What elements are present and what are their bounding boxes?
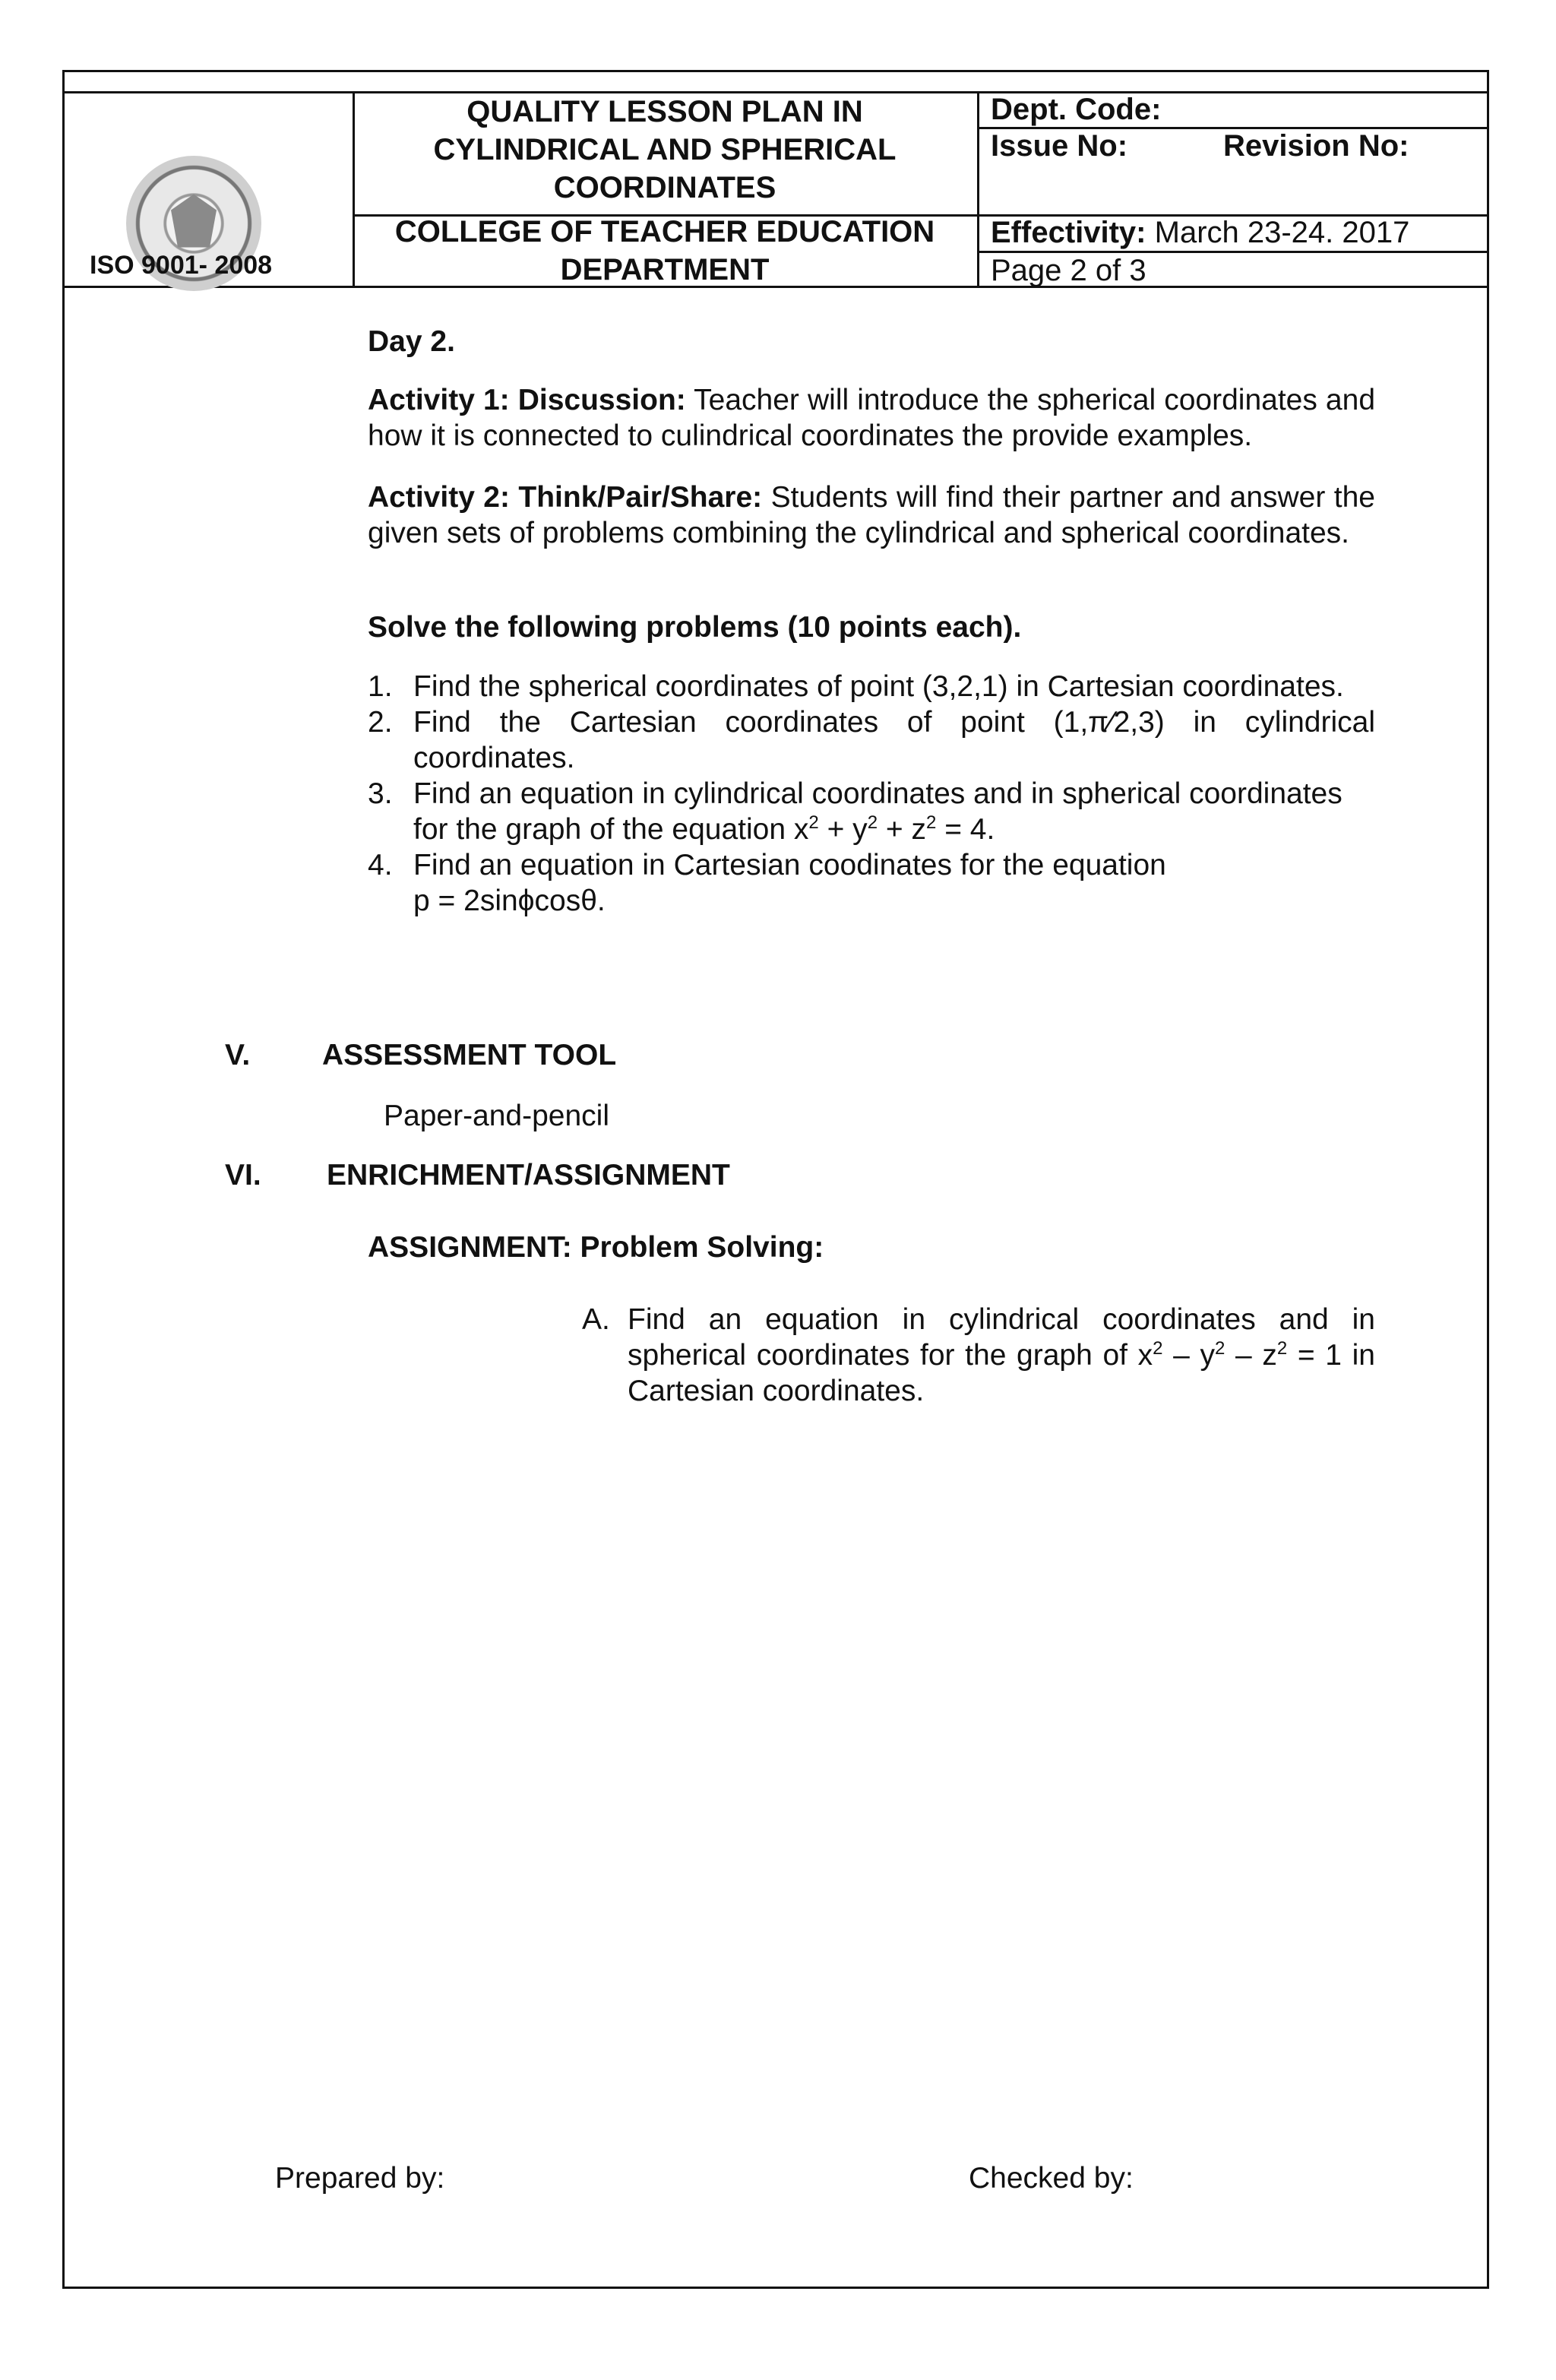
exponent: 2 — [867, 812, 878, 833]
problem-text: Find the spherical coordinates of point (3,2,1) in Cartesian coordinates. — [413, 670, 1344, 703]
activity-2 — [368, 479, 1375, 551]
problem-text: Find an equation in Cartesian coodinates for the equation — [413, 849, 1166, 881]
equation-text: + z — [878, 813, 926, 846]
section-6-number: VI. — [225, 1159, 261, 1192]
equation-text: – y — [1162, 1339, 1215, 1372]
assessment-tool-content: Paper-and-pencil — [384, 1100, 610, 1132]
problem-number: 3. — [368, 777, 393, 810]
iso-caption: ISO 9001- 2008 — [90, 251, 273, 280]
section-6-title: ENRICHMENT/ASSIGNMENT — [327, 1159, 730, 1192]
problem-item — [368, 704, 1375, 776]
activity-1-text: Teacher will introduce the spherical coordinates and how it is connected to culindrical coordinates the provide examples. — [368, 384, 1376, 452]
problem-number: 2. — [368, 706, 393, 739]
page-number: Page 2 of 3 — [991, 254, 1146, 287]
issue-no-label: Issue No: — [991, 129, 1128, 163]
exponent: 2 — [926, 812, 937, 833]
section-5-number: V. — [225, 1039, 251, 1071]
problem-list — [368, 669, 1375, 919]
revision-no-label: Revision No: — [1223, 129, 1409, 163]
activity-1-label: Activity 1: Discussion: — [368, 384, 686, 416]
equation-text: Find an equation in cylindrical coordinates and in spherical coordinates for the graph of x — [628, 1303, 1375, 1372]
assignment-letter: A. — [582, 1303, 610, 1336]
problem-item — [368, 669, 1375, 704]
activity-1 — [368, 382, 1375, 454]
effectivity-label: Effectivity: — [991, 216, 1146, 249]
header-right-line-2 — [977, 251, 1489, 253]
assignment-item — [582, 1302, 1375, 1409]
equation-text: = 4. — [936, 813, 995, 846]
lesson-plan-title: QUALITY LESSON PLAN IN CYLINDRICAL AND SPHERICAL COORDINATES — [433, 95, 897, 204]
exponent: 2 — [1214, 1338, 1226, 1359]
header-divider-left — [353, 91, 355, 288]
equation-text: Find an equation in cylindrical coordinates and in spherical coordinates for the graph of the equation x — [413, 777, 1343, 846]
effectivity — [991, 216, 1409, 250]
assignment-heading: ASSIGNMENT: Problem Solving: — [368, 1231, 824, 1264]
exponent: 2 — [808, 812, 819, 833]
problem-number: 4. — [368, 849, 393, 881]
department-name: COLLEGE OF TEACHER EDUCATION DEPARTMENT — [394, 215, 935, 286]
effectivity-value: March 23-24. 2017 — [1154, 216, 1410, 249]
problem-number: 1. — [368, 670, 393, 703]
problem-item — [368, 776, 1375, 847]
equation-text: – z — [1225, 1339, 1277, 1372]
day-heading: Day 2. — [368, 325, 455, 358]
problem-item — [368, 847, 1375, 919]
problem-text: Find the Cartesian coordinates of point (1,π⁄2,3) in cylindrical coordinates. — [413, 706, 1375, 774]
prepared-by-label: Prepared by: — [275, 2162, 445, 2195]
dept-code-label: Dept. Code: — [991, 93, 1162, 126]
activity-2-text: Students will find their partner and answer the given sets of problems combining the cylindrical and spherical coordinates. — [368, 481, 1375, 549]
header-divider-right — [977, 91, 979, 288]
problem-equation: p = 2sinϕcosθ. — [413, 885, 606, 917]
equation-text: = 1 in Cartesian coordinates. — [628, 1339, 1375, 1407]
assignment-text — [628, 1302, 1375, 1409]
problem-text — [413, 776, 1375, 847]
activity-2-label: Activity 2: Think/Pair/Share: — [368, 481, 763, 514]
checked-by-label: Checked by: — [969, 2162, 1134, 2195]
exponent: 2 — [1153, 1338, 1163, 1359]
problems-heading: Solve the following problems (10 points each). — [368, 611, 1022, 644]
exponent: 2 — [1276, 1338, 1288, 1359]
section-5-title: ASSESSMENT TOOL — [322, 1039, 617, 1071]
equation-text: + y — [818, 813, 868, 846]
